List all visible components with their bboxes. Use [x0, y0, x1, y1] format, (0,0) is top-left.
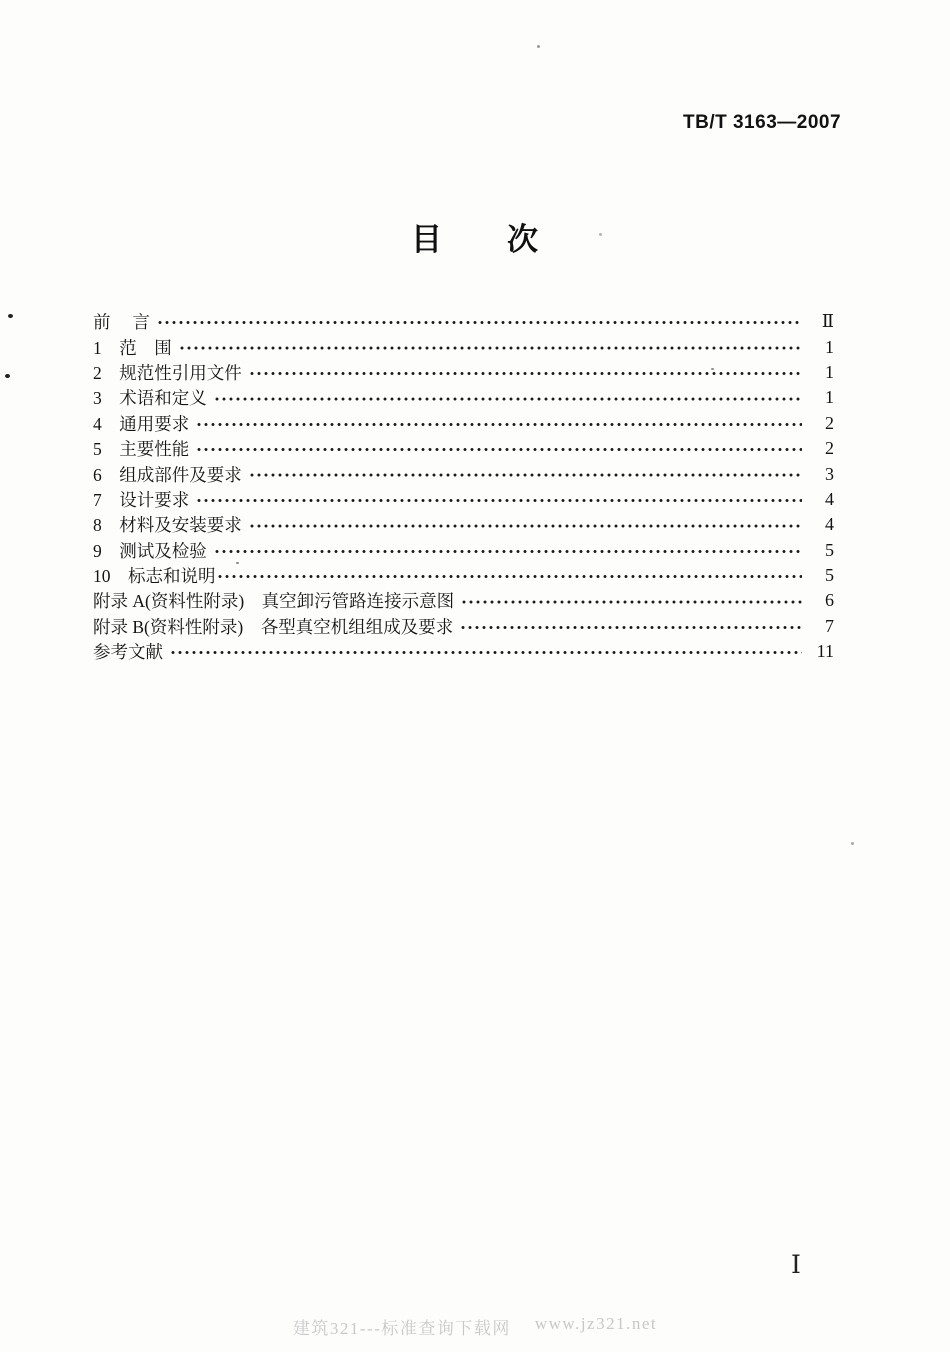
toc-entry-label: 6 组成部件及要求: [93, 464, 242, 485]
toc-entry-appendix-a: [93, 588, 834, 613]
scan-speck: [851, 842, 854, 845]
toc-entry-label: 10 标志和说明: [93, 566, 216, 587]
scan-speck: [599, 233, 602, 236]
toc-entry-design-requirements: [93, 487, 834, 512]
watermark: [0, 1314, 950, 1339]
toc-entry-label: 附录 A(资料性附录) 真空卸污管路连接示意图: [93, 591, 455, 612]
toc-entry-appendix-b: [93, 614, 834, 639]
toc-entry-page: 4: [825, 514, 834, 535]
toc-entry-page: 5: [825, 565, 834, 586]
scan-speck: [236, 562, 239, 564]
toc-entry-label: 前 言: [93, 312, 150, 333]
toc-entry-label: 3 术语和定义: [93, 388, 207, 409]
scan-speck: [711, 368, 714, 370]
dot-leader: [170, 639, 802, 664]
toc-entry-page: 1: [825, 387, 834, 408]
dot-leader: [460, 614, 802, 639]
toc-entry-components-requirements: [93, 461, 834, 486]
standard-number: TB/T 3163—2007: [683, 112, 842, 133]
scan-speck: [537, 45, 540, 48]
toc-entry-label: 5 主要性能: [93, 439, 190, 460]
folio-page-number: Ⅰ: [791, 1252, 801, 1279]
toc-entry-page: 7: [825, 615, 834, 636]
toc-entry-main-performance: [93, 436, 834, 461]
toc-entry-page: 2: [825, 438, 834, 459]
toc-entry-page: 5: [825, 539, 834, 560]
scan-speck: [8, 314, 13, 318]
toc-entry-terms-definitions: [93, 385, 834, 410]
toc-entry-test-inspection: [93, 538, 834, 563]
dot-leader: [179, 334, 802, 359]
toc-entry-page: 1: [825, 361, 834, 382]
dot-leader: [249, 512, 802, 537]
toc-entry-foreword: [93, 309, 834, 334]
dot-leader: [217, 563, 803, 588]
toc-entry-marking-description: [93, 563, 834, 588]
watermark-site-url: www.jz321.net: [534, 1314, 658, 1333]
dot-leader: [214, 385, 802, 410]
toc-entry-page: 1: [825, 336, 834, 357]
dot-leader: [249, 360, 802, 385]
scan-speck: [5, 374, 10, 378]
page-title: 目 次: [411, 222, 539, 257]
toc-entry-label: 4 通用要求: [93, 413, 190, 434]
toc-entry-label: 7 设计要求: [93, 489, 190, 510]
toc-entry-label: 8 材料及安装要求: [93, 515, 242, 536]
dot-leader: [249, 461, 802, 486]
dot-leader: [196, 487, 802, 512]
toc-entry-page: 6: [825, 590, 834, 611]
toc-entry-label: 参考文献: [93, 642, 163, 663]
toc-entry-scope: [93, 334, 834, 359]
dot-leader: [157, 309, 802, 334]
dot-leader: [461, 588, 802, 613]
toc-entry-normative-references: [93, 360, 834, 385]
toc-entry-references: [93, 639, 834, 664]
dot-leader: [214, 538, 802, 563]
toc-entry-label: 2 规范性引用文件: [93, 362, 242, 383]
dot-leader: [196, 411, 802, 436]
toc-entry-label: 附录 B(资料性附录) 各型真空机组组成及要求: [93, 616, 454, 637]
toc-entry-page: Ⅱ: [821, 311, 834, 332]
toc-entry-page: 2: [825, 412, 834, 433]
toc-entry-material-installation: [93, 512, 834, 537]
toc-entry-page: 4: [825, 488, 834, 509]
table-of-contents: [93, 309, 834, 664]
toc-entry-label: 9 测试及检验: [93, 540, 207, 561]
dot-leader: [196, 436, 802, 461]
watermark-site-name: 建筑321---标准查询下载网: [292, 1319, 511, 1338]
toc-entry-page: 11: [816, 641, 834, 662]
toc-entry-page: 3: [825, 463, 834, 484]
toc-entry-label: 1 范 围: [93, 337, 172, 358]
toc-entry-general-requirements: [93, 411, 834, 436]
